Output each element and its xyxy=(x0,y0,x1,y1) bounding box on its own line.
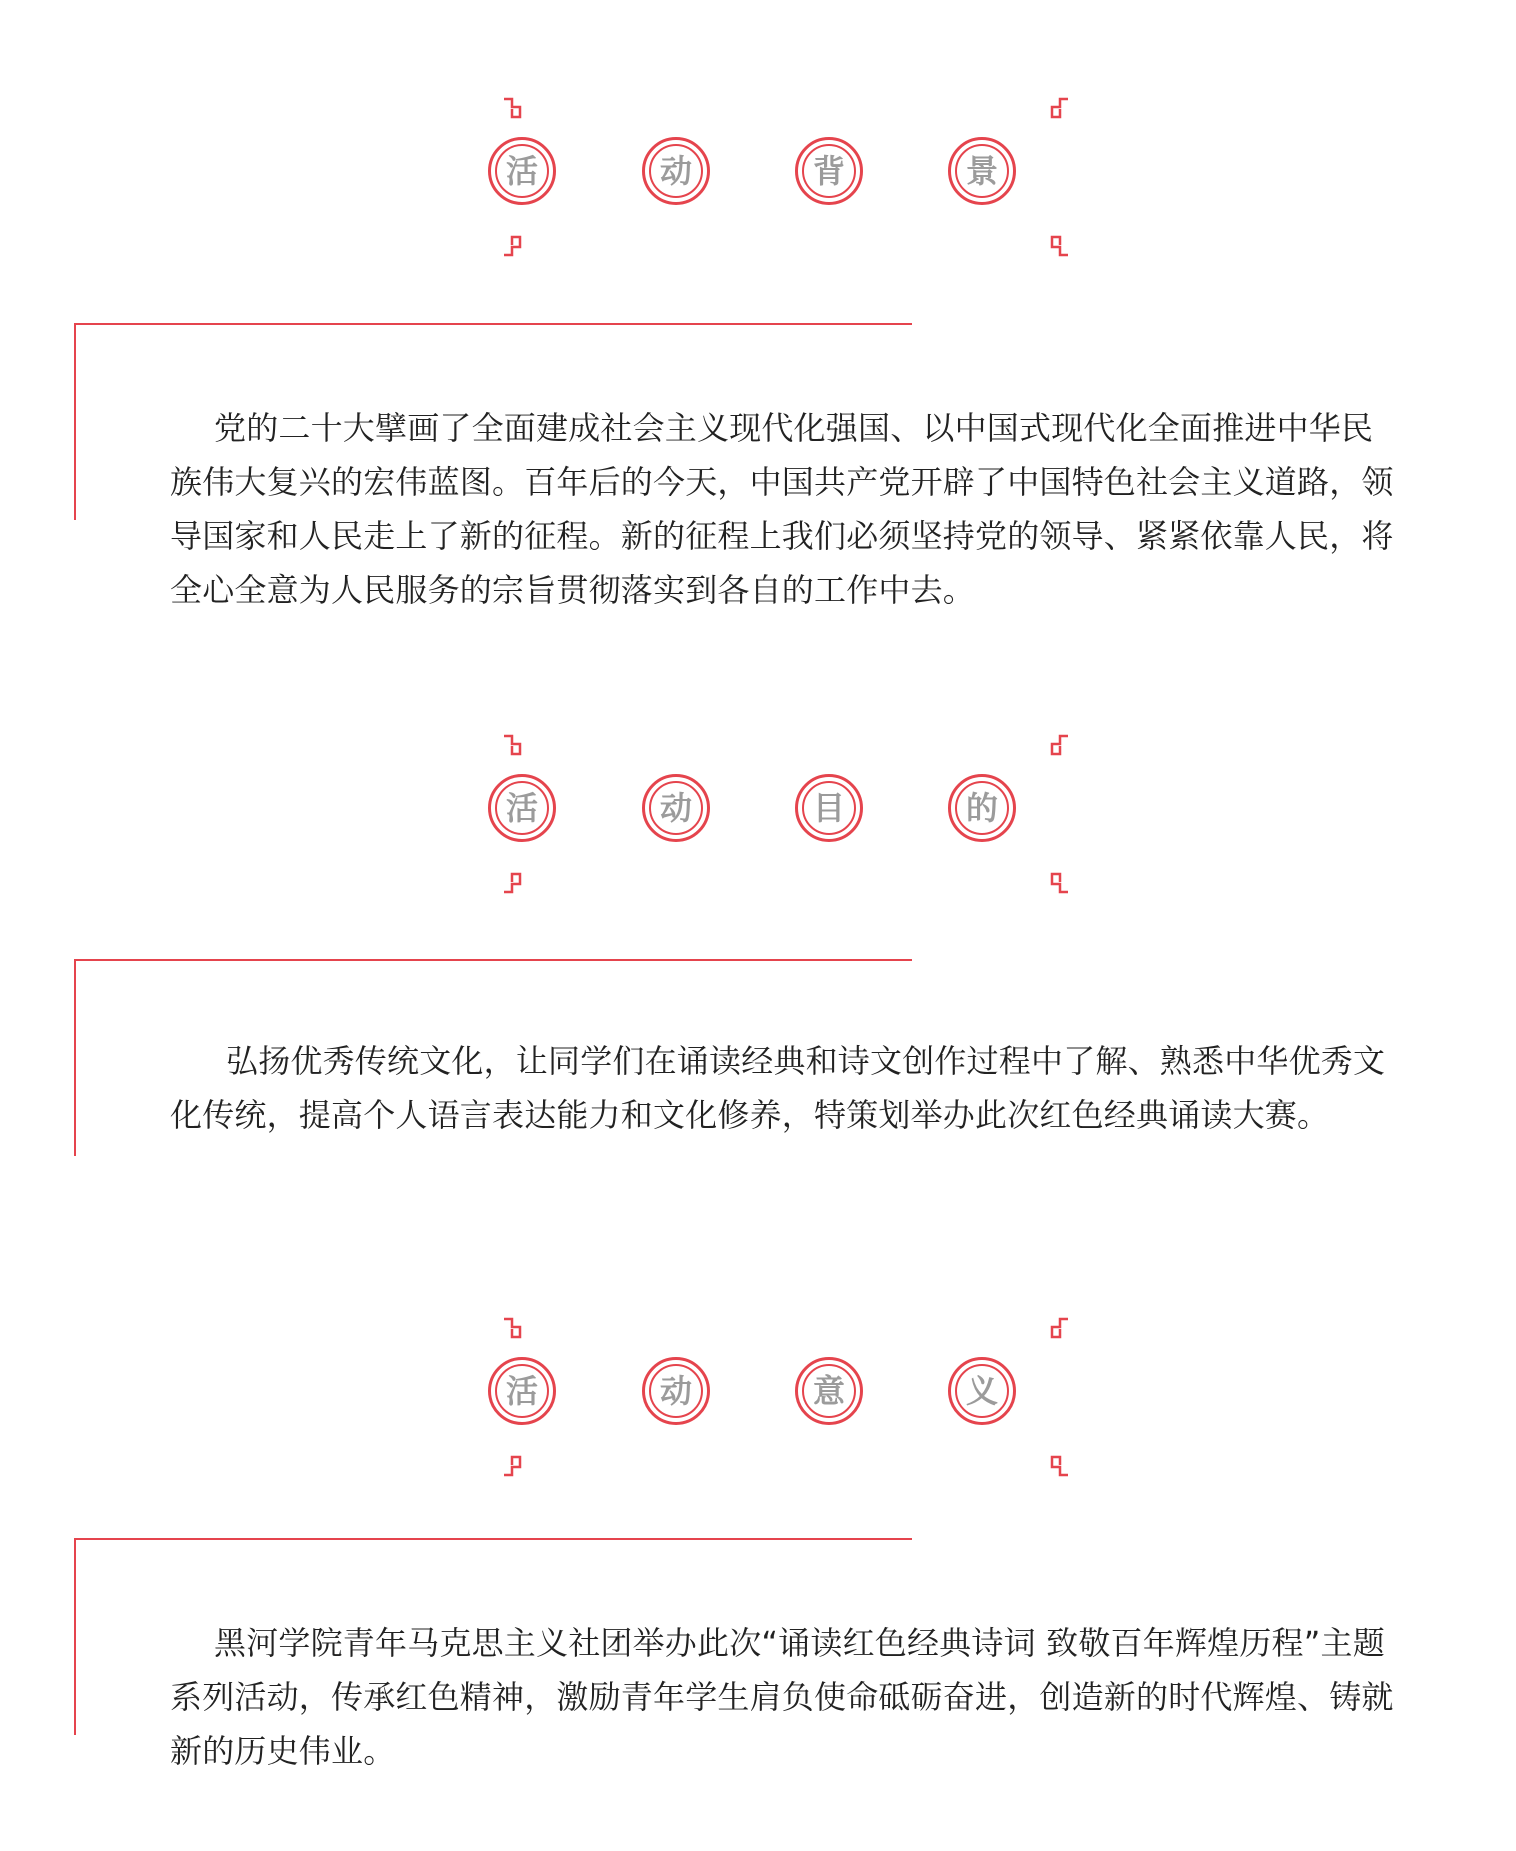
heading-char-circle xyxy=(488,1357,556,1425)
heading-char: 活 xyxy=(505,789,538,827)
heading-char: 活 xyxy=(505,1372,538,1410)
section-left-rule xyxy=(74,1538,76,1735)
fret-corner-icon xyxy=(502,734,524,756)
section-body-text: 弘扬优秀传统文化，让同学们在诵读经典和诗文创作过程中了解、熟悉中华优秀文化传统，提高个人语言表达能力和文化修养，特策划举办此次红色经典诵读大赛。 xyxy=(170,1042,1386,1134)
section-top-rule xyxy=(74,959,912,961)
heading-char: 动 xyxy=(659,789,692,827)
fret-corner-icon xyxy=(502,1455,524,1477)
fret-corner-icon xyxy=(502,97,524,119)
heading-char: 目 xyxy=(812,789,845,827)
heading-char-circle xyxy=(488,137,556,205)
fret-corner-icon xyxy=(502,1317,524,1339)
heading-char: 背 xyxy=(812,152,845,190)
heading-char: 义 xyxy=(965,1372,998,1410)
heading-char: 动 xyxy=(659,152,692,190)
section-top-rule xyxy=(74,323,912,325)
heading-char-circle xyxy=(795,137,863,205)
heading-char-circle xyxy=(948,137,1016,205)
heading-char-circle xyxy=(948,774,1016,842)
heading-char-circle xyxy=(795,1357,863,1425)
section-body-text: 黑河学院青年马克思主义社团举办此次“诵读红色经典诗词 致敬百年辉煌历程”主题系列活动，传承红色精神，激励青年学生肩负使命砥砺奋进，创造新的时代辉煌、铸就新的历史伟业。 xyxy=(170,1624,1394,1770)
fret-corner-icon xyxy=(502,872,524,894)
fret-corner-icon xyxy=(1048,734,1070,756)
heading-char: 活 xyxy=(505,152,538,190)
heading-char-circle xyxy=(642,137,710,205)
heading-char: 动 xyxy=(659,1372,692,1410)
heading-char-circle xyxy=(948,1357,1016,1425)
section-body-text: 党的二十大擘画了全面建成社会主义现代化强国、以中国式现代化全面推进中华民族伟大复兴的宏伟蓝图。百年后的今天，中国共产党开辟了中国特色社会主义道路，领导国家和人民走上了新的征程。新的征程上我们必须坚持党的领导、紧紧依靠人民，将全心全意为人民服务的宗旨贯彻落实到各自的工作中去。 xyxy=(170,409,1394,609)
section-heading xyxy=(0,85,1516,255)
section-left-rule xyxy=(74,323,76,520)
heading-char-circle xyxy=(642,774,710,842)
fret-corner-icon xyxy=(1048,872,1070,894)
heading-char: 景 xyxy=(965,152,998,190)
fret-corner-icon xyxy=(1048,235,1070,257)
fret-corner-icon xyxy=(502,235,524,257)
fret-corner-icon xyxy=(1048,1455,1070,1477)
heading-char-circle xyxy=(642,1357,710,1425)
fret-corner-icon xyxy=(1048,1317,1070,1339)
section-heading xyxy=(0,722,1516,892)
section-left-rule xyxy=(74,959,76,1156)
heading-char-circle xyxy=(795,774,863,842)
heading-char-circle xyxy=(488,774,556,842)
heading-char: 的 xyxy=(965,789,998,827)
section-top-rule xyxy=(74,1538,912,1540)
heading-char: 意 xyxy=(812,1372,845,1410)
section-heading xyxy=(0,1305,1516,1475)
fret-corner-icon xyxy=(1048,97,1070,119)
